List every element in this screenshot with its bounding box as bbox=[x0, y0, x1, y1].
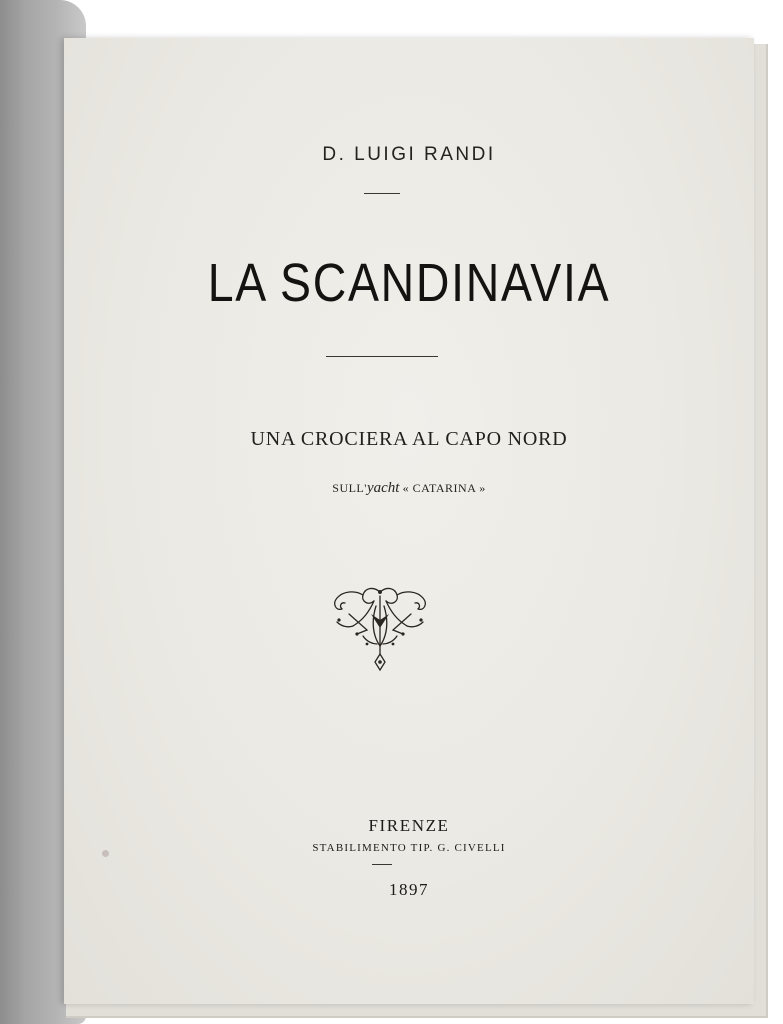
yacht-prefix: SULL' bbox=[332, 481, 367, 495]
title-divider bbox=[326, 356, 438, 357]
imprint-divider bbox=[372, 864, 392, 865]
floral-vignette-icon bbox=[327, 584, 433, 674]
author-divider bbox=[364, 193, 400, 194]
book-subtitle: UNA CROCIERA AL CAPO NORD bbox=[250, 428, 568, 450]
yacht-word: yacht bbox=[366, 480, 400, 496]
author-name: D. LUIGI RANDI bbox=[322, 144, 496, 165]
imprint-year: 1897 bbox=[389, 880, 429, 899]
book-title: LA SCANDINAVIA bbox=[207, 253, 611, 313]
yacht-line bbox=[64, 480, 754, 497]
imprint-city: FIRENZE bbox=[368, 816, 450, 835]
title-page bbox=[64, 38, 754, 1004]
yacht-name: « CATARINA » bbox=[402, 481, 486, 495]
imprint-printer: STABILIMENTO TIP. G. CIVELLI bbox=[312, 842, 506, 854]
